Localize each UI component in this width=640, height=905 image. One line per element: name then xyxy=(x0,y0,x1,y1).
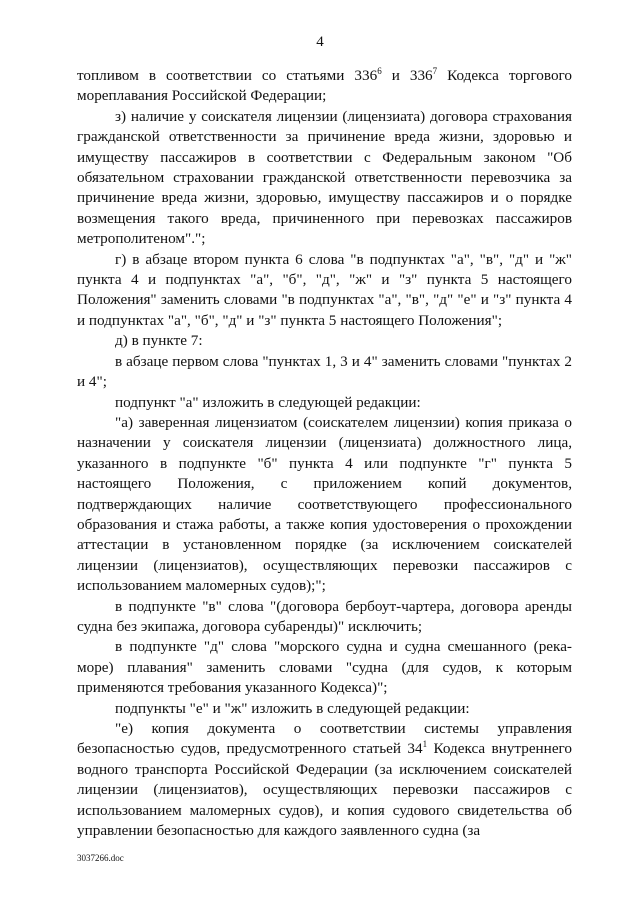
paragraph-6: подпункт "а" изложить в следующей редакции: xyxy=(115,393,421,411)
footer-filename: 3037266.doc xyxy=(77,853,124,863)
paragraph-8: в подпункте "в" слова "(договора бербоут-чартера, договора аренды судна без экипажа, договора субаренды)" исключить; xyxy=(77,597,572,635)
paragraph-3: г) в абзаце втором пункта 6 слова "в подпунктах "а", "в", "д" и "ж" пункта 4 и подпунктах "а", "б", "д", "ж" и "з" пункта 5 настоящего Положения" заменить словами "в подпунктах "а", "в", "д" "е" и "з" пункта 4 и подпунктах "а", "б", "д" и "з" пункта 5 настоящего Положения"; xyxy=(77,250,572,329)
document-body xyxy=(77,66,572,841)
paragraph-11: "е) копия документа о соответствии системы управления безопасностью судов, предусмотренного статьей $34^1$ Кодекса внутреннего водного транспорта Российской Федерации (за исключением соискателей лицензии (лицензиатов), осуществляющих перевозки пассажиров с использованием маломерных судов), и копия судового свидетельства об управлении безопасностью для каждого заявленного судна (за xyxy=(77,720,572,840)
paragraph-10: подпункты "е" и "ж" изложить в следующей редакции: xyxy=(115,699,470,717)
paragraph-7: "а) заверенная лицензиатом (соискателем лицензии) копия приказа о назначении у соискателя лицензии (лицензиата) должностного лица, указанного в подпункте "б" пункта 4 или подпункте "г" пункта 5 настоящего Положения, с приложением копий документов, подтверждающих наличие соответствующего профессионального образования и стажа работы, а также копия удостоверения о прохождении аттестации в установленном порядке (за исключением соискателей лицензии (лицензиатов), осуществляющих перевозки пассажиров с использованием маломерных судов);"; xyxy=(77,413,572,595)
paragraph-4: д) в пункте 7: xyxy=(115,332,203,350)
paragraph-5: в абзаце первом слова "пунктах 1, 3 и 4" заменить словами "пунктах 2 и 4"; xyxy=(77,352,572,391)
paragraph-2: з) наличие у соискателя лицензии (лицензиата) договора страхования гражданской ответственности за причинение вреда жизни, здоровью и имуществу пассажиров в соответствии с Федеральным законом "Об обязательном страховании гражданской ответственности перевозчика за причинение вреда жизни, здоровью, имуществу пассажиров и о порядке возмещения такого вреда, причиненного при перевозках пассажиров метрополитеном"."; xyxy=(77,107,572,248)
superscript: 1 xyxy=(422,739,428,750)
page-number: 4 xyxy=(316,34,324,50)
paragraph-1: топливом в соответствии со статьями $336^6$ и $336^7$ Кодекса торгового мореплавания Российской Федерации; xyxy=(77,65,572,105)
superscript: 7 xyxy=(432,65,438,76)
paragraph-9: в подпункте "д" слова "морского судна и судна смешанного (река-море) плавания" заменить словами "судна (для судов, к которым применяются требования указанного Кодекса)"; xyxy=(77,638,572,697)
superscript: 6 xyxy=(377,65,382,76)
